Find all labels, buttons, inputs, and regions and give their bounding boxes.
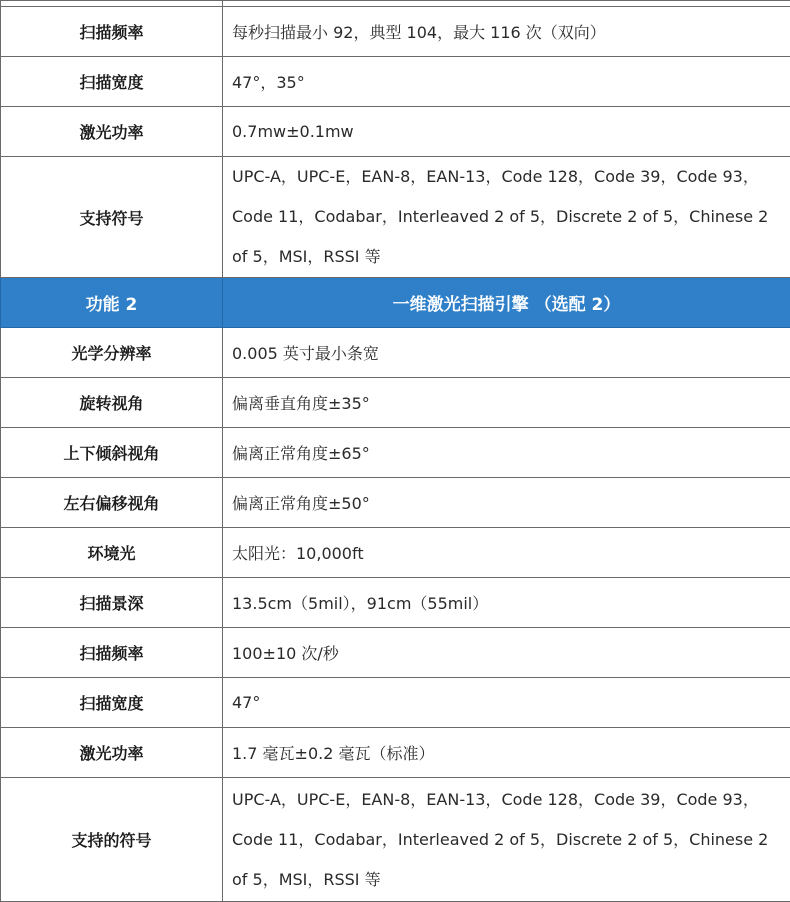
row-label: 光学分辨率 (1, 328, 223, 378)
row-label: 左右偏移视角 (1, 478, 223, 528)
row-label: 扫描宽度 (1, 57, 223, 107)
row-value: 1.7 毫瓦±0.2 毫瓦（标准） (223, 728, 790, 778)
section-header-row (1, 278, 790, 328)
table-row (1, 678, 790, 728)
row-value: 13.5cm（5mil），91cm（55mil） (223, 578, 790, 628)
table-row (1, 778, 790, 902)
row-value: 太阳光：10,000ft (223, 528, 790, 578)
row-label: 扫描宽度 (1, 678, 223, 728)
row-label: 扫描频率 (1, 7, 223, 57)
row-label: 支持的符号 (1, 778, 223, 902)
row-label: 扫描频率 (1, 628, 223, 678)
table-row (1, 328, 790, 378)
row-label: 旋转视角 (1, 378, 223, 428)
table-row (1, 107, 790, 157)
row-value: 偏离正常角度±65° (223, 428, 790, 478)
row-value: 47° (223, 678, 790, 728)
row-label: 扫描景深 (1, 578, 223, 628)
row-value: 100±10 次/秒 (223, 628, 790, 678)
table-row (1, 728, 790, 778)
row-value: 0.7mw±0.1mw (223, 107, 790, 157)
table-row (1, 478, 790, 528)
table-row (1, 57, 790, 107)
row-value: UPC-A，UPC-E，EAN-8，EAN-13，Code 128，Code 39，Code 93，Code 11，Codabar，Interleaved 2 of 5，Discrete 2 of 5，Chinese 2 of 5，MSI，RSSI 等 (223, 157, 790, 278)
row-value: 0.005 英寸最小条宽 (223, 328, 790, 378)
row-value: 每秒扫描最小 92，典型 104，最大 116 次（双向） (223, 7, 790, 57)
row-value: UPC-A，UPC-E，EAN-8，EAN-13，Code 128，Code 39，Code 93，Code 11，Codabar，Interleaved 2 of 5，Discrete 2 of 5，Chinese 2 of 5，MSI，RSSI 等 (223, 778, 790, 902)
table-row (1, 157, 790, 278)
row-label: 激光功率 (1, 107, 223, 157)
section-title: 一维激光扫描引擎 （选配 2） (223, 278, 790, 328)
row-value: 47°，35° (223, 57, 790, 107)
table-row (1, 628, 790, 678)
table-row (1, 378, 790, 428)
row-value: 偏离正常角度±50° (223, 478, 790, 528)
table-row (1, 7, 790, 57)
table-row (1, 428, 790, 478)
table-row (1, 578, 790, 628)
section-label: 功能 2 (1, 278, 223, 328)
row-value: 偏离垂直角度±35° (223, 378, 790, 428)
row-label: 上下倾斜视角 (1, 428, 223, 478)
table-row (1, 528, 790, 578)
row-label: 支持符号 (1, 157, 223, 278)
row-label: 激光功率 (1, 728, 223, 778)
row-label: 环境光 (1, 528, 223, 578)
